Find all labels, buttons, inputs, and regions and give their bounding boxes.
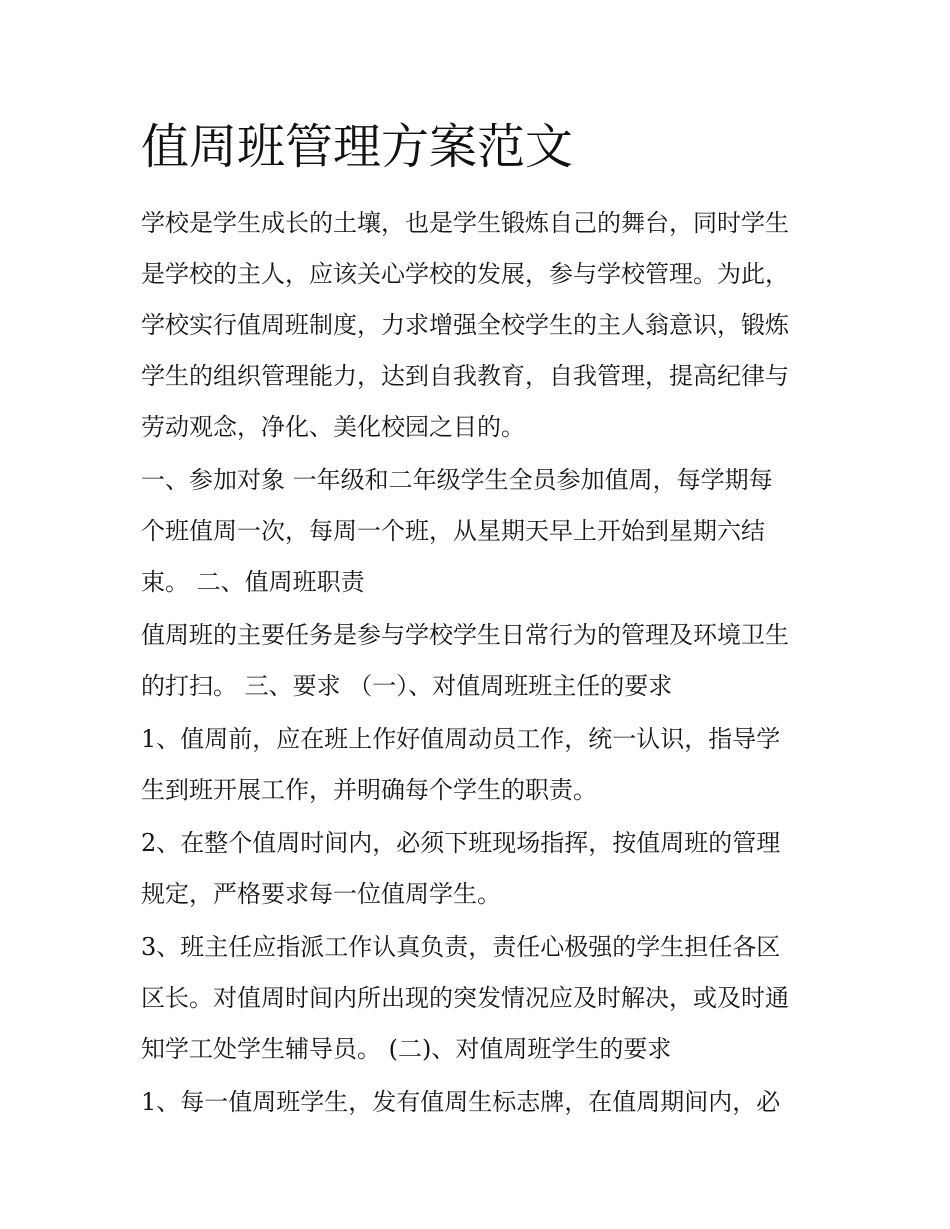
text-line: 区长。对值周时间内所出现的突发情况应及时解决，或及时通 bbox=[141, 984, 789, 1012]
text-line: 值周班的主要任务是参与学校学生日常行为的管理及环境卫生 bbox=[141, 621, 789, 649]
text-line: 2、在整个值周时间内，必须下班现场指挥，按值周班的管理 bbox=[141, 829, 781, 857]
text-line: 束。 二、值周班职责 bbox=[141, 568, 365, 596]
text-line: 学校是学生成长的土壤，也是学生锻炼自己的舞台，同时学生 bbox=[141, 209, 789, 237]
text-line: 3、班主任应指派工作认真负责，责任心极强的学生担任各区 bbox=[141, 933, 781, 961]
text-line: 学校实行值周班制度，力求增强全校学生的主人翁意识，锻炼 bbox=[141, 311, 789, 339]
text-line: 的打扫。 三、要求 （一）、对值周班班主任的要求 bbox=[141, 672, 673, 700]
text-line: 劳动观念，净化、美化校园之目的。 bbox=[141, 413, 525, 441]
paragraph-student-requirement-1 bbox=[141, 1077, 821, 1128]
text-line: 1、值周前，应在班上作好值周动员工作，统一认识，指导学 bbox=[141, 725, 781, 753]
document-body bbox=[141, 198, 821, 1130]
paragraph-participants bbox=[141, 455, 821, 608]
text-line: 个班值周一次，每周一个班，从星期天早上开始到星期六结 bbox=[141, 517, 765, 545]
paragraph-requirement-3 bbox=[141, 922, 821, 1075]
paragraph-duties bbox=[141, 610, 821, 712]
paragraph-intro bbox=[141, 198, 821, 453]
text-line: 是学校的主人，应该关心学校的发展，参与学校管理。为此， bbox=[141, 260, 789, 288]
text-line: 一、参加对象 一年级和二年级学生全员参加值周，每学期每 bbox=[141, 466, 773, 494]
text-line: 知学工处学生辅导员。 (二)、对值周班学生的要求 bbox=[141, 1035, 672, 1063]
document-title: 值周班管理方案范文 bbox=[141, 119, 574, 175]
text-line: 学生的组织管理能力，达到自我教育，自我管理，提高纪律与 bbox=[141, 362, 789, 390]
paragraph-requirement-2 bbox=[141, 818, 821, 920]
text-line: 规定，严格要求每一位值周学生。 bbox=[141, 880, 501, 908]
paragraph-requirement-1 bbox=[141, 714, 821, 816]
text-line: 生到班开展工作，并明确每个学生的职责。 bbox=[141, 776, 597, 804]
text-line: 1、每一值周班学生，发有值周生标志牌，在值周期间内，必 bbox=[141, 1088, 781, 1116]
